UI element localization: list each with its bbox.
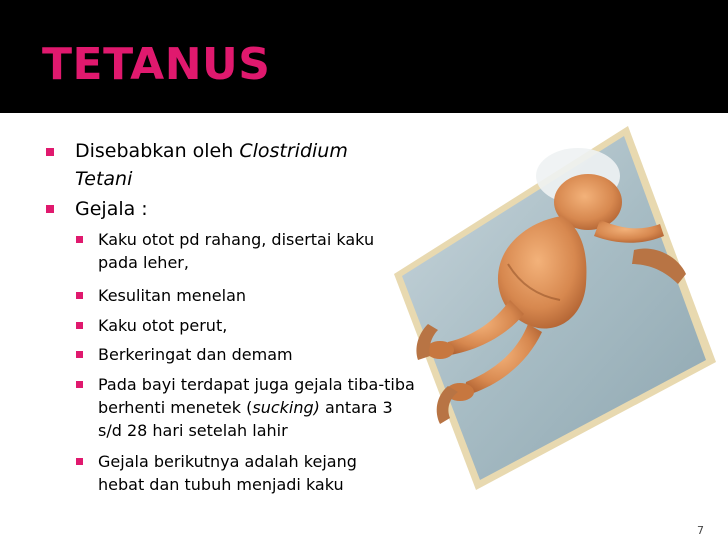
title-bar <box>0 0 728 113</box>
page-number: 7 <box>697 524 704 537</box>
sub-bullet-marker <box>76 292 83 299</box>
tetanus-infant-photo <box>388 124 718 490</box>
bullet-cause-italic: Clostridium Tetani <box>75 140 348 190</box>
bullet-cause <box>75 137 395 193</box>
sub-bullet-item-infant <box>98 373 420 442</box>
sub-bullet-item: Kaku otot pd rahang, disertai kaku pada leher, <box>98 230 375 272</box>
bullet-marker <box>46 148 54 156</box>
sub-bullet-item: Kesulitan menelan <box>98 286 247 305</box>
bullet-cause-text: Disebabkan oleh <box>75 140 240 162</box>
slide-title: TETANUS <box>42 39 271 90</box>
sub-bullet-item: Kaku otot perut, <box>98 316 228 335</box>
sub-bullet-item: Berkeringat dan demam <box>98 345 293 364</box>
sub-bullet-marker <box>76 381 83 388</box>
sub-bullet-italic: sucking) <box>252 398 320 417</box>
sub-bullet-marker <box>76 236 83 243</box>
sub-bullet-marker <box>76 322 83 329</box>
sub-bullet-item: Gejala berikutnya adalah kejang hebat dan tubuh menjadi kaku <box>98 452 357 494</box>
sub-bullet-text: Pada bayi terdapat juga gejala tiba-tiba berhenti menetek ( <box>98 375 415 417</box>
bullet-symptoms: Gejala : <box>75 198 148 220</box>
bullet-marker <box>46 205 54 213</box>
sub-bullet-marker <box>76 351 83 358</box>
sub-bullet-marker <box>76 458 83 465</box>
sub-bullet-text: antara 3 s/d 28 hari setelah lahir <box>98 398 393 440</box>
